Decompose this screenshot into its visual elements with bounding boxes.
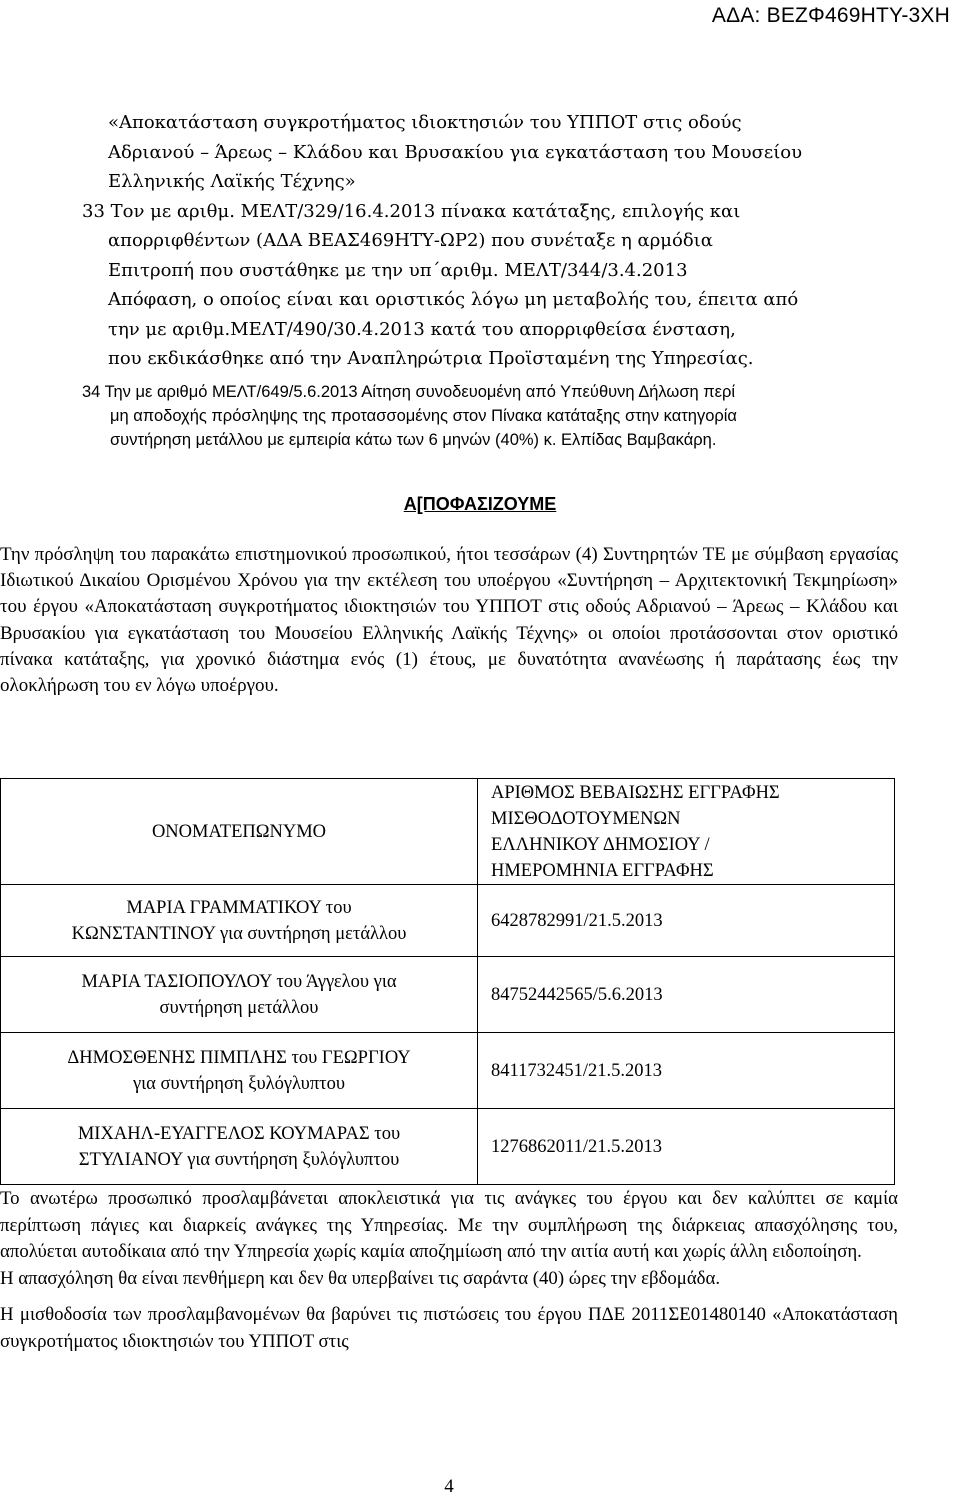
name-line: ΚΩΝΣΤΑΝΤΙΝΟΥ για συντήρηση μετάλλου [71,923,407,944]
item-line: την με αριθμ.ΜΕΛΤ/490/30.4.2013 κατά του απορριφθείσα ένσταση, [108,318,736,340]
name-line: ΔΗΜΟΣΘΕΝΗΣ ΠΙΜΠΛΗΣ του ΓΕΩΡΓΙΟΥ [67,1047,411,1068]
decision-heading: Α[ΠΟΦΑΣΙΖΟΥΜΕ [403,494,557,514]
quote-line: Ελληνικής Λαϊκής Τέχνης» [108,171,356,192]
item-34 [82,380,898,452]
name-line: ΜΑΡΙΑ ΤΑΣΙΟΠΟΥΛΟΥ του Άγγελου για [81,971,397,992]
quote-line: Αδριανού – Άρεως – Κλάδου και Βρυσακίου για εγκατάσταση του Μουσείου [108,141,803,163]
item-line: 33 Τον με αριθμ. ΜΕΛΤ/329/16.4.2013 πίνακα κατάταξης, επιλογής και [82,200,741,222]
reg-cell [478,885,895,957]
name-cell [1,957,478,1033]
name-line: ΜΑΡΙΑ ΓΡΑΜΜΑΤΙΚΟΥ του [126,897,352,918]
closing-section [0,1186,898,1355]
header-name-cell [1,779,478,885]
reg-number: 84752442565/5.6.2013 [491,984,663,1005]
table-row [1,1033,895,1109]
ada-code: ΑΔΑ: ΒΕΖΦ469ΗΤΥ-3ΧΗ [711,4,950,27]
table-row [1,885,895,957]
item-33 [82,197,898,374]
item-line: απορριφθέντων (ΑΔΑ ΒΕΑΣ469ΗΤΥ-ΩΡ2) που συνέταξε η αρμόδια [108,230,713,251]
page-number: 4 [444,1476,454,1497]
quote-line: «Αποκατάσταση συγκροτήματος ιδιοκτησιών του ΥΠΠΟΤ στις οδούς [108,112,742,133]
name-line: για συντήρηση ξυλόγλυπτου [132,1073,346,1094]
header-reg-line: ΑΡΙΘΜΟΣ ΒΕΒΑΙΩΣΗΣ ΕΓΓΡΑΦΗΣ [491,782,780,803]
reg-number: 1276862011/21.5.2013 [491,1136,662,1157]
table-row [1,1109,895,1185]
name-line: ΣΤΥΛΙΑΝΟΥ για συντήρηση ξυλόγλυπτου [78,1149,400,1170]
item-line: μη αποδοχής πρόσληψης της προτασσομένης στον Πίνακα κατάταξης στην κατηγορία [110,406,737,425]
quote-title [82,108,898,197]
closing-paragraph: Το ανωτέρω προσωπικό προσλαμβάνεται αποκλειστικά για τις ανάγκες του έργου και δεν καλύπτει σε καμία περίπτωση πάγιες και διαρκείς ανάγκες της Υπηρεσίας. Με την συμπλήρωση της διάρκειας απασχόλησης του, απολύεται αυτοδίκαια από την Υπηρεσία χωρίς καμία αποζημίωση από την αιτία αυτή και χωρίς άλλη ειδοποίηση. [0,1188,898,1262]
table-row [1,957,895,1033]
reg-cell [478,957,895,1033]
header-reg-line: ΗΜΕΡΟΜΗΝΙΑ ΕΓΓΡΑΦΗΣ [491,860,714,881]
item-line: 34 Την με αριθμό ΜΕΛΤ/649/5.6.2013 Αίτηση συνοδευομένη από Υπεύθυνη Δήλωση περί [82,382,736,401]
table-header-row [1,779,895,885]
name-cell [1,1109,478,1185]
name-line: ΜΙΧΑΗΛ-ΕΥΑΓΓΕΛΟΣ ΚΟΥΜΑΡΑΣ του [77,1123,401,1144]
item-line: που εκδικάσθηκε από την Αναπληρώτρια Προϊσταμένη της Υπηρεσίας. [108,348,754,369]
name-cell [1,1033,478,1109]
appointees-table [0,778,895,1185]
item-line: Απόφαση, ο οποίος είναι και οριστικός λόγω μη μεταβολής του, έπειτα από [108,289,799,310]
reg-number: 8411732451/21.5.2013 [491,1060,662,1081]
header-reg-line: ΜΙΣΘΟΔΟΤΟΥΜΕΝΩΝ [491,808,681,829]
reg-cell [478,1033,895,1109]
item-line: συντήρηση μετάλλου με εμπειρία κάτω των 6 μηνών (40%) κ. Ελπίδας Βαμβακάρη. [110,430,717,449]
reg-number: 6428782991/21.5.2013 [491,910,663,931]
decision-paragraph [0,542,898,699]
closing-paragraph: Η μισθοδοσία των προσλαμβανομένων θα βαρύνει τις πιστώσεις του έργου ΠΔΕ 2011ΣΕ01480140 «Αποκατάσταση συγκροτήματος ιδιοκτησιών του ΥΠΠΟΤ στις [0,1304,898,1352]
decision-text: Την πρόσληψη του παρακάτω επιστημονικού προσωπικού, ήτοι τεσσάρων (4) Συντηρητών ΤΕ με σύμβαση εργασίας Ιδιωτικού Δικαίου Ορισμένου Χρόνου για την εκτέλεση του υποέργου «Συντήρηση – Αρχιτεκτονική Τεκμηρίωση» του έργου «Αποκατάσταση συγκροτήματος ιδιοκτησιών του ΥΠΠΟΤ στις οδούς Αδριανού – Άρεως – Κλάδου και Βρυσακίου για εγκατάσταση του Μουσείου Ελληνικής Λαϊκής Τέχνης» οι οποίοι προτάσσονται στον οριστικό πίνακα κατάταξης, για χρονικό διάστημα ενός (1) έτους, με δυνατότητα ανανέωσης ή παράτασης έως την ολοκλήρωση του εν λόγω υποέργου. [0,544,898,697]
closing-paragraph: Η απασχόληση θα είναι πενθήμερη και δεν θα υπερβαίνει τις σαράντα (40) ώρες την εβδομάδα. [0,1267,721,1289]
name-cell [1,885,478,957]
header-name: ΟΝΟΜΑΤΕΠΩΝΥΜΟ [151,821,327,842]
name-line: συντήρηση μετάλλου [159,997,319,1018]
reg-cell [478,1109,895,1185]
item-line: Επιτροπή που συστάθηκε με την υπ΄αριθμ. ΜΕΛΤ/344/3.4.2013 [108,259,688,281]
header-reg-line: ΕΛΛΗΝΙΚΟΥ ΔΗΜΟΣΙΟΥ / [491,834,710,855]
intro-section [82,108,898,452]
header-reg-cell [478,779,895,885]
